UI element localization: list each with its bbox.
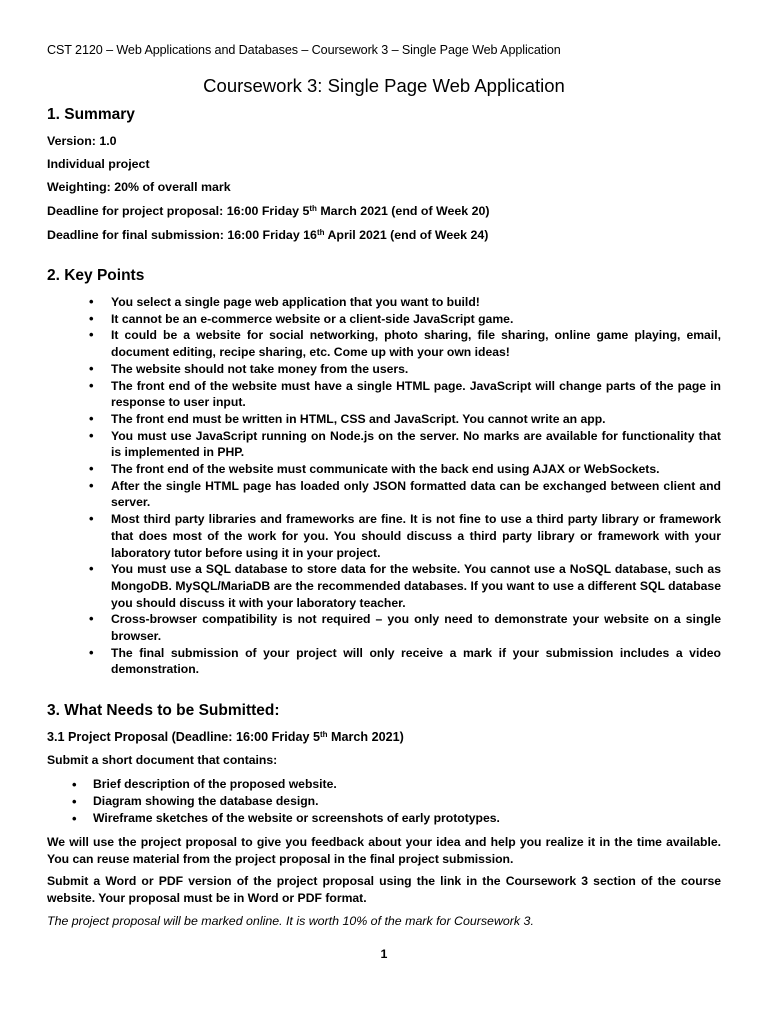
list-item: • The final submission of your project will only receive a mark if your submission includes a video demonstration.: [0, 645, 721, 678]
weighting-label: Weighting:: [47, 180, 111, 194]
list-item: • Brief description of the proposed website.: [0, 776, 768, 793]
feedback-paragraph: We will use the project proposal to give you feedback about your idea and help you realize it in the time available. You can reuse material from the project proposal in the final project submission.: [47, 835, 721, 866]
section-heading-summary: 1. Summary: [47, 106, 135, 123]
list-item: • You must use a SQL database to store data for the website. You cannot use a NoSQL database, such as MongoDB. MySQL/MariaDB are the recommended databases. If you want to use a different SQL database you should discuss it with your laboratory teacher.: [0, 561, 721, 611]
final-deadline-date: 16:00 Friday 16th April 2021 (end of Week 24): [227, 228, 489, 242]
list-item: • After the single HTML page has loaded only JSON formatted data can be exchanged between client and server.: [0, 478, 721, 511]
marking-note: The project proposal will be marked online. It is worth 10% of the mark for Coursework 3.: [47, 914, 534, 928]
list-item: • It could be a website for social networking, photo sharing, file sharing, online game playing, email, document editing, recipe sharing, etc. Come up with your own ideas!: [0, 327, 721, 360]
page-title: Coursework 3: Single Page Web Application: [203, 75, 565, 96]
list-item: • The front end of the website must have a single HTML page. JavaScript will change parts of the page in response to user input.: [0, 378, 721, 411]
list-item: • Wireframe sketches of the website or screenshots of early prototypes.: [0, 810, 768, 827]
list-item: • It cannot be an e-commerce website or a client-side JavaScript game.: [0, 311, 721, 328]
submit-format-paragraph: Submit a Word or PDF version of the project proposal using the link in the Coursework 3 section of the course website. Your proposal must be in Word or PDF format.: [47, 874, 721, 905]
list-item: • The front end must be written in HTML, CSS and JavaScript. You cannot write an app.: [0, 411, 721, 428]
proposal-deadline-label: Deadline for project proposal:: [47, 204, 224, 218]
section-heading-key-points: 2. Key Points: [47, 267, 145, 284]
running-header: CST 2120 – Web Applications and Databases – Coursework 3 – Single Page Web Application: [47, 43, 561, 57]
version-value: 1.0: [99, 134, 117, 148]
list-item: • You must use JavaScript running on Node.js on the server. No marks are available for functionality that is implemented in PHP.: [0, 428, 721, 461]
submission-items-list: [0, 776, 768, 827]
weighting-line: [47, 180, 231, 194]
proposal-deadline-date: 16:00 Friday 5th March 2021 (end of Week 20): [226, 204, 490, 218]
submission-intro: Submit a short document that contains:: [47, 753, 278, 767]
individual-line: [47, 157, 150, 171]
list-item: • The front end of the website must communicate with the back end using AJAX or WebSockets.: [0, 461, 721, 478]
subsection-heading-proposal: 3.1 Project Proposal (Deadline: 16:00 Friday 5th March 2021): [47, 730, 404, 744]
version-line: [47, 134, 117, 148]
list-item: • Cross-browser compatibility is not required – you only need to demonstrate your website on a single browser.: [0, 611, 721, 644]
key-points-list: [0, 294, 768, 678]
page-number: 1: [380, 947, 388, 961]
individual-project-label: Individual project: [47, 157, 150, 171]
section-heading-submission: 3. What Needs to be Submitted:: [47, 702, 280, 719]
list-item: • The website should not take money from the users.: [0, 361, 721, 378]
final-deadline-line: [47, 228, 488, 242]
list-item: • Most third party libraries and frameworks are fine. It is not fine to use a third party library or framework that does most of the work for you. You should discuss a third party library or framework with your laboratory tutor before using it in your project.: [0, 511, 721, 561]
proposal-deadline-line: [47, 204, 490, 218]
version-label: Version:: [47, 134, 96, 148]
list-item: • You select a single page web application that you want to build!: [0, 294, 721, 311]
weighting-value: 20% of overall mark: [114, 180, 231, 194]
list-item: • Diagram showing the database design.: [0, 793, 768, 810]
final-deadline-label: Deadline for final submission:: [47, 228, 224, 242]
